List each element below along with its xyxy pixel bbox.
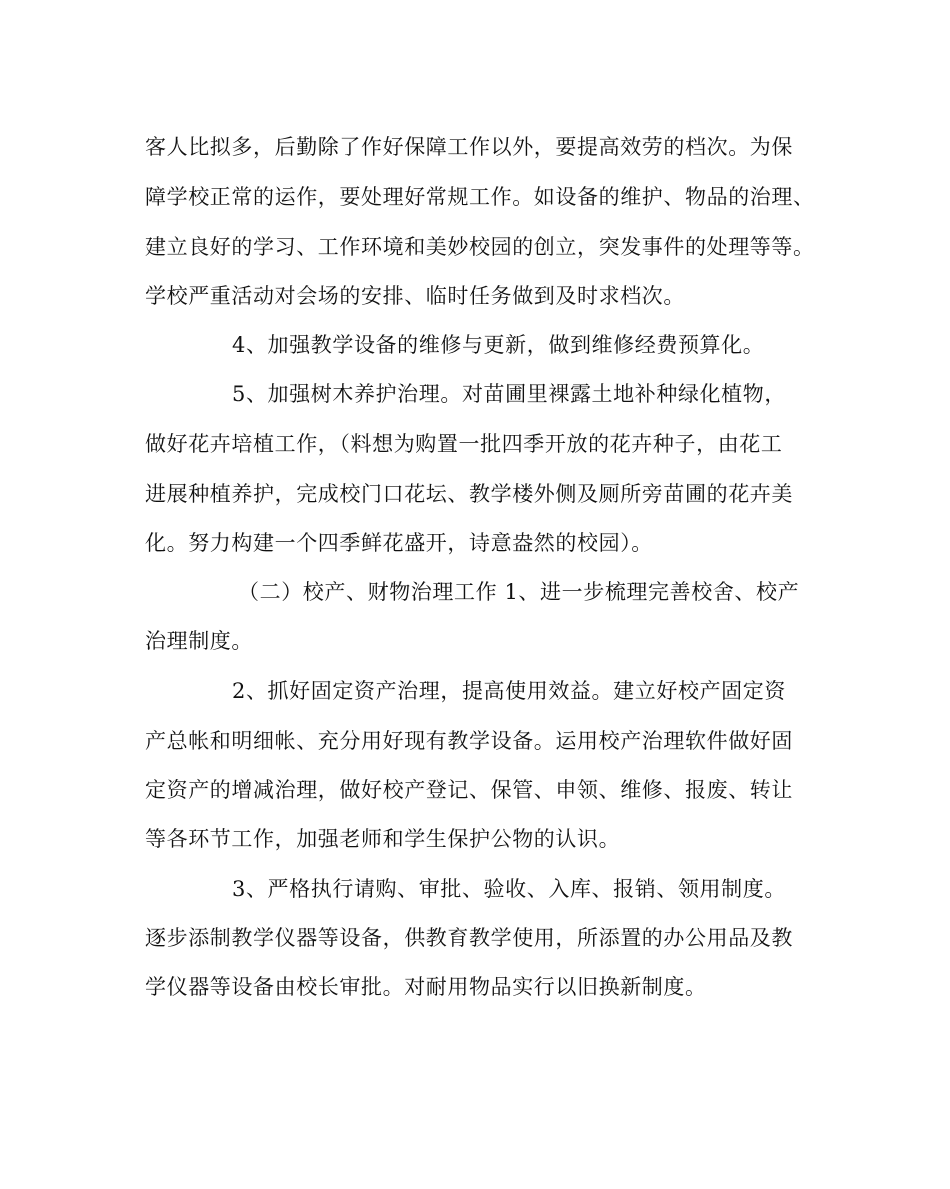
text-line: 障学校正常的运作，要处理好常规工作。如设备的维护、物品的治理、 [145,185,815,209]
text-line: 化。努力构建一个四季鲜花盛开，诗意盎然的校园）。 [145,531,653,555]
text-line: 客人比拟多，后勤除了作好保障工作以外，要提高效劳的档次。为保 [145,135,793,159]
text-line: 3、严格执行请购、审批、验收、入库、报销、领用制度。 [232,877,786,901]
text-line: 学校严重活动对会场的安排、临时任务做到及时求档次。 [145,284,685,308]
text-line: 4、加强教学设备的维修与更新，做到维修经费预算化。 [232,333,765,357]
text-line: 定资产的增减治理，做好校产登记、保管、申领、维修、报废、转让 [145,778,793,802]
text-line: 等各环节工作，加强老师和学生保护公物的认识。 [145,827,621,851]
text-line: 5、加强树木养护治理。对苗圃里裸露土地补种绿化植物， [232,382,786,406]
text-line: 建立良好的学习、工作环境和美妙校园的创立，突发事件的处理等等。 [145,235,815,259]
text-line: 学仪器等设备由校长审批。对耐用物品实行以旧换新制度。 [145,975,707,999]
text-line: 做好花卉培植工作，（料想为购置一批四季开放的花卉种子，由花工 [145,432,783,456]
text-line: 逐步添制教学仪器等设备，供教育教学使用，所添置的办公用品及教 [145,926,793,950]
text-line: 治理制度。 [145,629,253,653]
text-line: （二）校产、财物治理工作 1、进一步梳理完善校舍、校产 [238,580,800,604]
text-line: 进展种植养护，完成校门口花坛、教学楼外侧及厕所旁苗圃的花卉美 [145,482,793,506]
text-line: 产总帐和明细帐、充分用好现有教学设备。运用校产治理软件做好固 [145,729,793,753]
text-line: 2、抓好固定资产治理，提高使用效益。建立好校产固定资 [232,679,786,703]
